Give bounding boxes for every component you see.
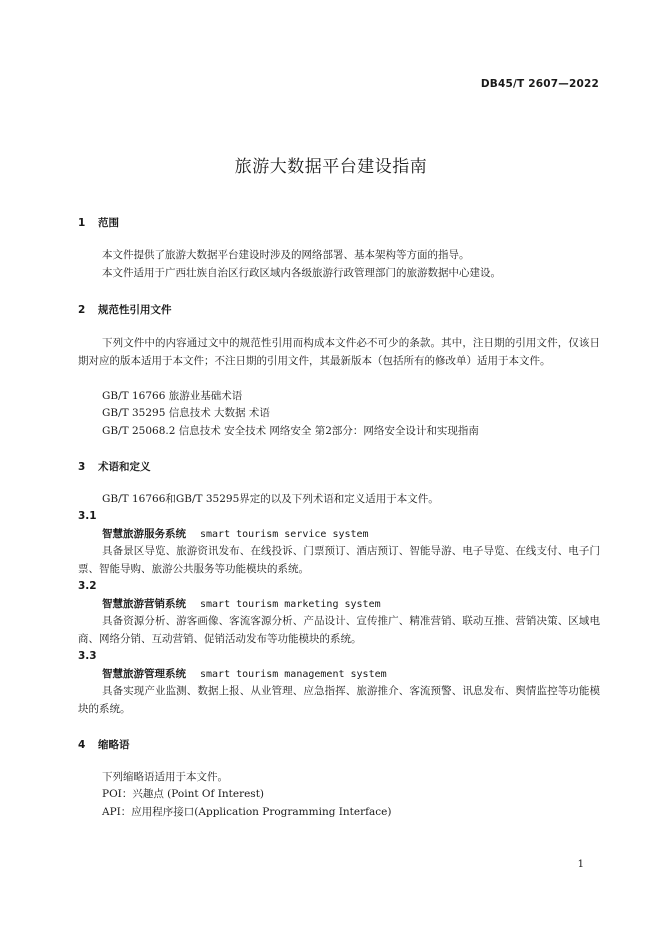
term-definition: 具备资源分析、游客画像、客流客源分析、产品设计、宣传推广、精准营销、联动互推、营销决策、区域电商、网络分销、互动营销、促销活动发布等功能模块的系统。 [78, 615, 600, 645]
term-chinese: 智慧旅游营销系统 [102, 598, 186, 610]
term-english: smart tourism service system [200, 529, 369, 540]
section-title: 术语和定义 [98, 461, 151, 473]
section-number: 2 [78, 304, 86, 316]
section-1-heading [78, 215, 119, 230]
section-2-intro: 下列文件中的内容通过文中的规范性引用而构成本文件必不可少的条款。其中，注日期的引用文件，仅该日期对应的版本适用于本文件；不注日期的引用文件，其最新版本（包括所有的修改单）适用于本文件。 [78, 337, 600, 367]
section-title: 规范性引用文件 [98, 304, 172, 316]
section-title: 范围 [98, 217, 119, 229]
term-chinese: 智慧旅游管理系统 [102, 668, 186, 680]
document-title: 旅游大数据平台建设指南 [234, 157, 428, 177]
reference-item: GB/T 35295 信息技术 大数据 术语 [102, 407, 270, 419]
term-chinese: 智慧旅游服务系统 [102, 528, 186, 540]
term-definition: 具备实现产业监测、数据上报、从业管理、应急指挥、旅游推介、客流预警、讯息发布、舆情监控等功能模块的系统。 [78, 685, 600, 715]
section-number: 1 [78, 217, 86, 229]
section-number: 3 [78, 461, 86, 473]
term-title [102, 597, 381, 612]
reference-item: GB/T 25068.2 信息技术 安全技术 网络安全 第2部分：网络安全设计和实现指南 [102, 425, 479, 437]
section-number: 4 [78, 739, 86, 751]
abbreviation-item: POI：兴趣点 (Point Of Interest) [102, 788, 265, 800]
term-english: smart tourism management system [200, 669, 387, 680]
reference-item: GB/T 16766 旅游业基础术语 [102, 390, 243, 402]
term-definition: 具备景区导览、旅游资讯发布、在线投诉、门票预订、酒店预订、智能导游、电子导览、在线支付、电子门票、智能导购、旅游公共服务等功能模块的系统。 [78, 545, 600, 575]
section-1-paragraph-2: 本文件适用于广西壮族自治区行政区域内各级旅游行政管理部门的旅游数据中心建设。 [102, 267, 501, 279]
section-4-intro: 下列缩略语适用于本文件。 [102, 771, 228, 783]
term-title [102, 667, 387, 682]
abbreviation-item: API：应用程序接口(Application Programming Interface) [102, 806, 392, 818]
section-2-heading [78, 302, 172, 317]
section-1-paragraph-1: 本文件提供了旅游大数据平台建设时涉及的网络部署、基本架构等方面的指导。 [102, 249, 470, 261]
page-number: 1 [577, 859, 584, 870]
term-title [102, 527, 369, 542]
section-4-heading [78, 737, 130, 752]
standard-number: DB45/T 2607—2022 [480, 78, 599, 90]
term-number: 3.1 [78, 510, 97, 522]
section-3-intro: GB/T 16766和GB/T 35295界定的以及下列术语和定义适用于本文件。 [102, 493, 439, 505]
section-title: 缩略语 [98, 739, 130, 751]
term-number: 3.3 [78, 650, 97, 662]
section-3-heading [78, 459, 151, 474]
term-number: 3.2 [78, 580, 97, 592]
term-english: smart tourism marketing system [200, 599, 381, 610]
